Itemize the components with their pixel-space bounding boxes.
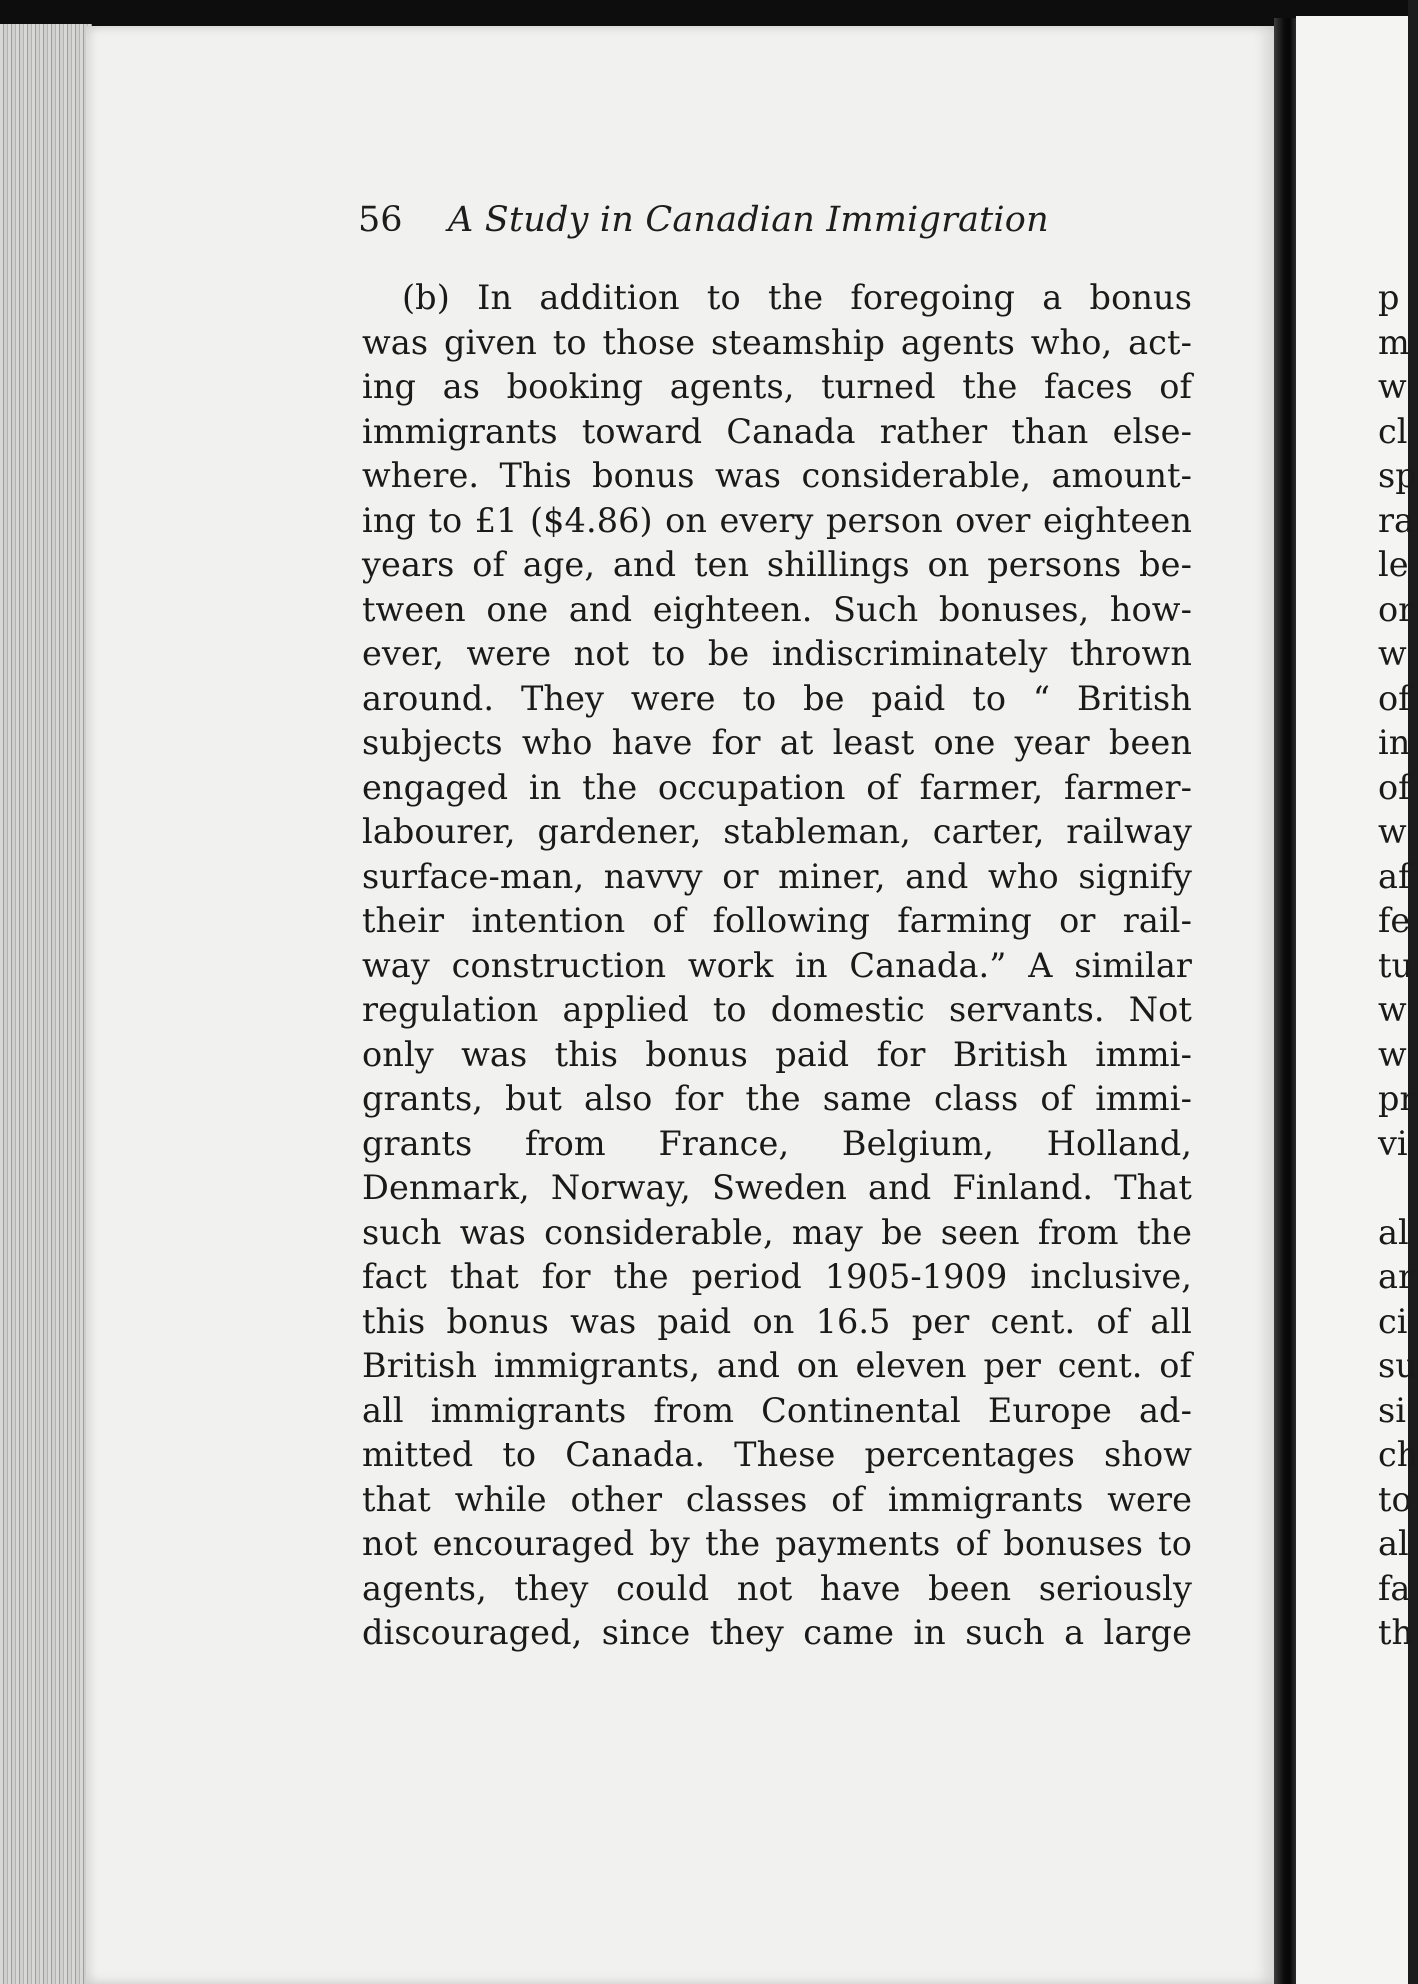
- facing-page-fragment: w: [1378, 812, 1407, 851]
- facing-page-fragment: w: [1378, 367, 1407, 406]
- text-line: grants from France, Belgium, Holland,: [362, 1123, 1192, 1163]
- text-line: grants, but also for the same class of immi-: [362, 1079, 1192, 1118]
- facing-page-fragment: ch: [1378, 1435, 1418, 1474]
- text-line: fact that for the period 1905-1909 inclusive,: [362, 1257, 1192, 1296]
- facing-page-fragment: al: [1378, 1524, 1409, 1563]
- facing-page-fragment: cl: [1378, 411, 1408, 451]
- text-line: surface-man, navvy or miner, and who signify: [362, 856, 1192, 896]
- text-line: discouraged, since they came in such a large: [362, 1613, 1192, 1652]
- page-stack-edges: [0, 24, 92, 1984]
- text-line: years of age, and ten shillings on persons be-: [362, 545, 1192, 584]
- text-line: ever, were not to be indiscriminately thrown: [362, 634, 1192, 673]
- facing-page-fragment: fe: [1378, 901, 1411, 940]
- text-line: ing to £1 ($4.86) on every person over eighteen: [362, 500, 1192, 540]
- facing-page-fragment: sp: [1378, 456, 1417, 495]
- text-line: tween one and eighteen. Such bonuses, how-: [362, 589, 1192, 629]
- facing-page-fragment: ra: [1378, 500, 1414, 540]
- text-line: immigrants toward Canada rather than else-: [362, 411, 1192, 451]
- facing-page-fragment: pr: [1378, 1079, 1416, 1118]
- text-line: all immigrants from Continental Europe ad-: [362, 1390, 1192, 1430]
- text-line: this bonus was paid on 16.5 per cent. of all: [362, 1301, 1192, 1341]
- text-line: engaged in the occupation of farmer, farmer-: [362, 767, 1192, 807]
- running-title: A Study in Canadian Immigration: [448, 200, 1049, 240]
- text-line: way construction work in Canada.” A similar: [362, 945, 1192, 985]
- text-line: was given to those steamship agents who, act-: [362, 322, 1192, 362]
- page-number: 56: [358, 200, 403, 240]
- facing-page-fragment: in: [1378, 723, 1411, 762]
- facing-page-fragment: of: [1378, 678, 1411, 718]
- facing-page-fragment: fa: [1378, 1568, 1411, 1608]
- facing-page-fragment: th: [1378, 1613, 1414, 1652]
- facing-page-fragment: ci: [1378, 1301, 1408, 1341]
- facing-page-fragment: al: [1378, 1212, 1409, 1252]
- facing-page-fragment: of: [1378, 767, 1411, 807]
- text-line: British immigrants, and on eleven per cent. of: [362, 1346, 1192, 1385]
- text-line: mitted to Canada. These percentages show: [362, 1435, 1192, 1474]
- text-line: such was considerable, may be seen from the: [362, 1212, 1192, 1252]
- facing-page-fragment: w: [1378, 634, 1407, 673]
- facing-page-fragment: to: [1378, 1479, 1412, 1519]
- text-line: regulation applied to domestic servants. Not: [362, 990, 1192, 1029]
- text-line: around. They were to be paid to “ British: [362, 678, 1192, 718]
- facing-page-fragment: w: [1378, 990, 1407, 1029]
- text-line: ing as booking agents, turned the faces of: [362, 367, 1192, 406]
- text-line: Denmark, Norway, Sweden and Finland. That: [362, 1168, 1192, 1207]
- text-line: that while other classes of immigrants were: [362, 1479, 1192, 1519]
- facing-page-fragment: or: [1378, 589, 1415, 629]
- facing-page-fragment: af: [1378, 856, 1411, 896]
- page-header: [358, 200, 1049, 240]
- facing-page-fragment: tu: [1378, 945, 1414, 985]
- text-line: subjects who have for at least one year been: [362, 723, 1192, 762]
- facing-page-fragment: p: [1378, 278, 1400, 317]
- text-line: where. This bonus was considerable, amount-: [362, 456, 1192, 495]
- text-line: not encouraged by the payments of bonuses to: [362, 1524, 1192, 1563]
- facing-page-text-fragments: [1378, 276, 1418, 1656]
- facing-page-fragment: si: [1378, 1390, 1406, 1430]
- body-paragraph: [362, 276, 1192, 1656]
- facing-page-fragment: m: [1378, 322, 1410, 362]
- facing-page-fragment: vi: [1378, 1123, 1408, 1163]
- text-line: their intention of following farming or rail-: [362, 901, 1192, 940]
- facing-page-fragment: le: [1378, 545, 1409, 584]
- text-line: only was this bonus paid for British immi-: [362, 1034, 1192, 1074]
- text-line: (b) In addition to the foregoing a bonus: [402, 278, 1192, 317]
- text-line: agents, they could not have been seriously: [362, 1568, 1192, 1608]
- text-line: labourer, gardener, stableman, carter, railway: [362, 812, 1192, 851]
- facing-page-fragment: w: [1378, 1034, 1407, 1074]
- facing-page-fragment: ar: [1378, 1257, 1414, 1296]
- facing-page-fragment: su: [1378, 1346, 1417, 1385]
- book-gutter: [1274, 18, 1296, 1984]
